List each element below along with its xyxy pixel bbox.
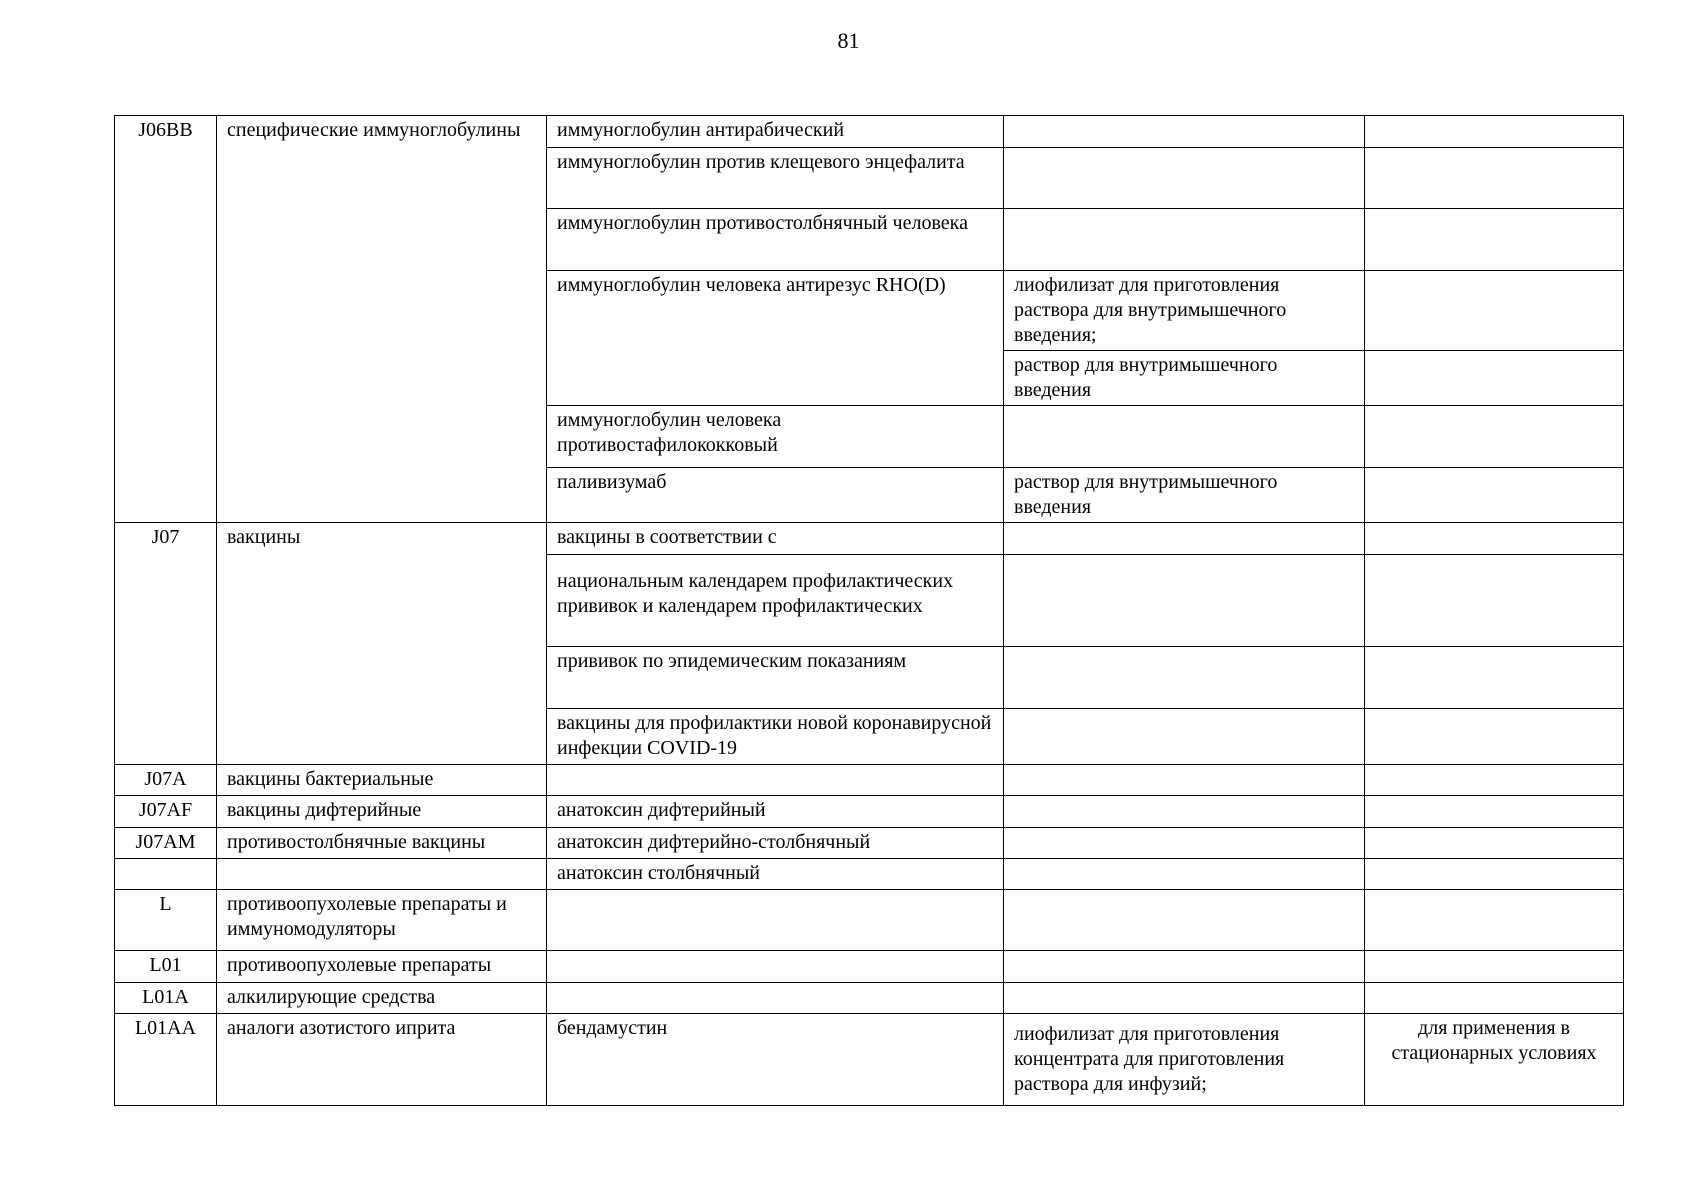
drug-name bbox=[547, 765, 1004, 796]
atc-group-name: противоопухолевые препараты и иммуномодуляторы bbox=[217, 890, 547, 951]
dosage-form bbox=[1004, 709, 1365, 765]
page-number: 81 bbox=[837, 28, 860, 53]
table-row bbox=[115, 765, 1624, 796]
note-cell bbox=[1365, 351, 1624, 406]
note-cell bbox=[1365, 859, 1624, 890]
dosage-form bbox=[1004, 828, 1365, 859]
dosage-form: раствор для внутримышечного введения bbox=[1004, 468, 1365, 523]
dosage-form bbox=[1004, 951, 1365, 983]
atc-code bbox=[115, 859, 217, 890]
dosage-form bbox=[1004, 796, 1365, 828]
drug-name: анатоксин столбнячный bbox=[547, 859, 1004, 890]
dosage-form bbox=[1004, 209, 1365, 271]
atc-code: J07AF bbox=[115, 796, 217, 828]
note-cell bbox=[1365, 765, 1624, 796]
drug-name: прививок по эпидемическим показаниям bbox=[547, 647, 1004, 709]
dosage-form bbox=[1004, 116, 1365, 148]
note-cell bbox=[1365, 828, 1624, 859]
note-cell bbox=[1365, 709, 1624, 765]
note-cell bbox=[1365, 148, 1624, 209]
atc-code: L bbox=[115, 890, 217, 951]
note-cell bbox=[1365, 209, 1624, 271]
table-row bbox=[115, 859, 1624, 890]
drug-table bbox=[114, 115, 1624, 1106]
drug-name: иммуноглобулин человека противостафилококковый bbox=[547, 406, 1004, 468]
table-row bbox=[115, 983, 1624, 1014]
note-cell bbox=[1365, 116, 1624, 148]
atc-group-name: вакцины бактериальные bbox=[217, 765, 547, 796]
atc-group-name: вакцины bbox=[217, 523, 547, 765]
atc-code: J06BB bbox=[115, 116, 217, 523]
atc-code: L01A bbox=[115, 983, 217, 1014]
dosage-form bbox=[1004, 555, 1365, 647]
note-cell bbox=[1365, 647, 1624, 709]
atc-code: J07AM bbox=[115, 828, 217, 859]
note-cell bbox=[1365, 406, 1624, 468]
drug-name: иммуноглобулин антирабический bbox=[547, 116, 1004, 148]
note-cell bbox=[1365, 951, 1624, 983]
dosage-form bbox=[1004, 765, 1365, 796]
atc-group-name: противоопухолевые препараты bbox=[217, 951, 547, 983]
note-cell bbox=[1365, 555, 1624, 647]
dosage-form: лиофилизат для приготовления концентрата для приготовления раствора для инфузий; bbox=[1004, 1014, 1365, 1106]
note-cell bbox=[1365, 271, 1624, 351]
drug-name: иммуноглобулин противостолбнячный человека bbox=[547, 209, 1004, 271]
atc-group-name: алкилирующие средства bbox=[217, 983, 547, 1014]
drug-name: иммуноглобулин против клещевого энцефалита bbox=[547, 148, 1004, 209]
note-cell bbox=[1365, 523, 1624, 555]
table-row bbox=[115, 1014, 1624, 1106]
note-cell bbox=[1365, 983, 1624, 1014]
drug-name: национальным календарем профилактических прививок и календарем профилактических bbox=[547, 555, 1004, 647]
drug-name bbox=[547, 890, 1004, 951]
table-row bbox=[115, 523, 1624, 555]
dosage-form bbox=[1004, 890, 1365, 951]
atc-group-name: противостолбнячные вакцины bbox=[217, 828, 547, 859]
atc-code: L01AA bbox=[115, 1014, 217, 1106]
dosage-form bbox=[1004, 523, 1365, 555]
note-cell: для применения в стационарных условиях bbox=[1365, 1014, 1624, 1106]
dosage-form: лиофилизат для приготовления раствора для внутримышечного введения; bbox=[1004, 271, 1365, 351]
dosage-form: раствор для внутримышечного введения bbox=[1004, 351, 1365, 406]
note-cell bbox=[1365, 468, 1624, 523]
atc-code: J07A bbox=[115, 765, 217, 796]
table-row bbox=[115, 828, 1624, 859]
drug-name bbox=[547, 951, 1004, 983]
drug-name: вакцины в соответствии с bbox=[547, 523, 1004, 555]
dosage-form bbox=[1004, 859, 1365, 890]
note-cell bbox=[1365, 796, 1624, 828]
drug-name: иммуноглобулин человека антирезус RHO(D) bbox=[547, 271, 1004, 406]
note-cell bbox=[1365, 890, 1624, 951]
table-row bbox=[115, 890, 1624, 951]
atc-group-name: специфические иммуноглобулины bbox=[217, 116, 547, 523]
dosage-form bbox=[1004, 647, 1365, 709]
drug-name bbox=[547, 983, 1004, 1014]
drug-name: бендамустин bbox=[547, 1014, 1004, 1106]
dosage-form bbox=[1004, 406, 1365, 468]
atc-code: J07 bbox=[115, 523, 217, 765]
drug-name: вакцины для профилактики новой коронавирусной инфекции COVID-19 bbox=[547, 709, 1004, 765]
table-row bbox=[115, 116, 1624, 148]
table-row bbox=[115, 951, 1624, 983]
dosage-form bbox=[1004, 983, 1365, 1014]
drug-name: анатоксин дифтерийно-столбнячный bbox=[547, 828, 1004, 859]
table-row bbox=[115, 796, 1624, 828]
atc-group-name bbox=[217, 859, 547, 890]
atc-group-name: вакцины дифтерийные bbox=[217, 796, 547, 828]
dosage-form bbox=[1004, 148, 1365, 209]
drug-name: анатоксин дифтерийный bbox=[547, 796, 1004, 828]
drug-name: паливизумаб bbox=[547, 468, 1004, 523]
atc-code: L01 bbox=[115, 951, 217, 983]
atc-group-name: аналоги азотистого иприта bbox=[217, 1014, 547, 1106]
